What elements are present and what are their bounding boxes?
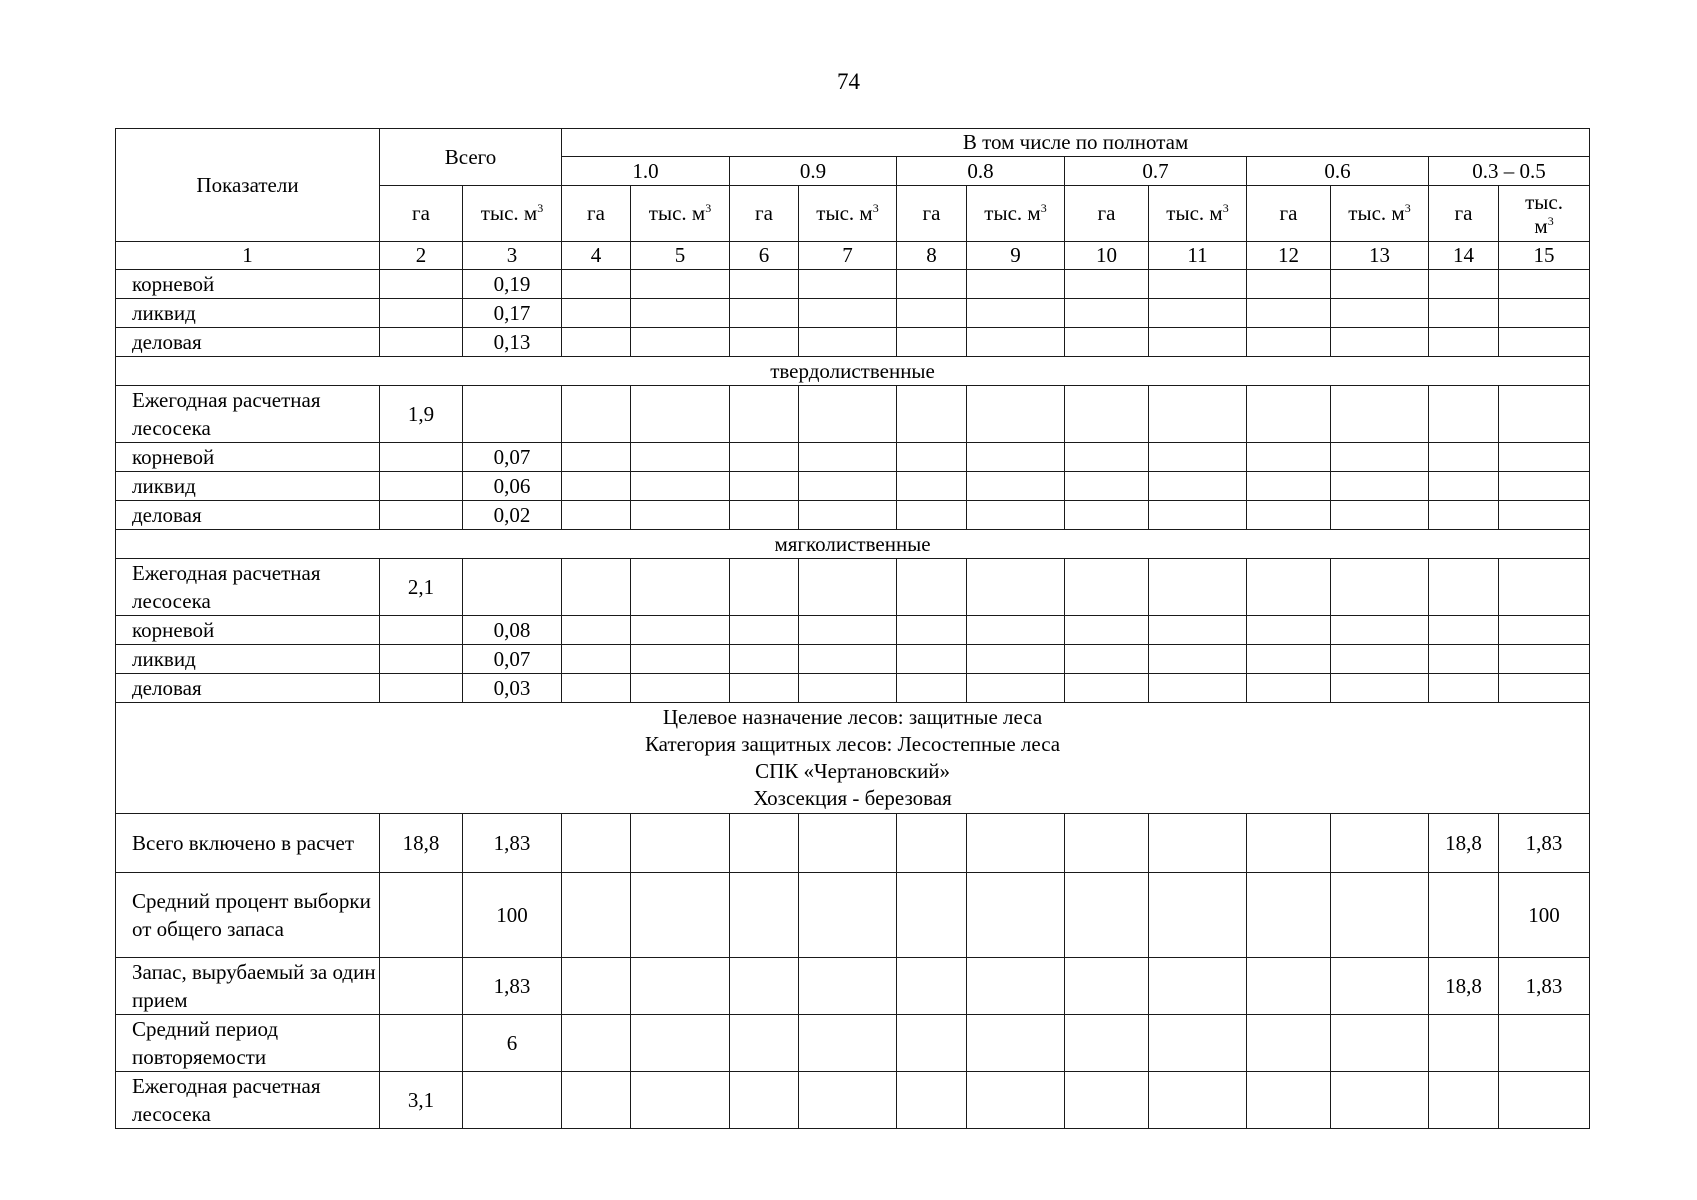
row-label: Ежегодная расчетная лесосека [116, 386, 380, 443]
row-label: корневой [116, 616, 380, 645]
row-label: Запас, вырубаемый за один прием [116, 958, 380, 1015]
allowable-cut-table [115, 128, 1590, 1129]
col-number: 15 [1499, 242, 1590, 270]
cell-d035-ha: 18,8 [1429, 814, 1499, 873]
row-label: Всего включено в расчет [116, 814, 380, 873]
row-label: корневой [116, 443, 380, 472]
table-row [116, 645, 1590, 674]
enterprise-line: СПК «Чертановский» [755, 759, 950, 783]
cell-total-m3: 6 [463, 1015, 562, 1072]
table-row [116, 616, 1590, 645]
cell-d035-m3: 1,83 [1499, 814, 1590, 873]
cell-total-ha [380, 299, 463, 328]
unit-thous-m3: тыс. $м^3$ [967, 186, 1065, 242]
column-numbers-row [116, 242, 1590, 270]
row-label: ликвид [116, 299, 380, 328]
unit-thous-m3: тыс. $м^3$ [1331, 186, 1429, 242]
unit-ha: га [1429, 186, 1499, 242]
row-label: деловая [116, 328, 380, 357]
table-row [116, 1015, 1590, 1072]
section-title-softwood: мягколиственные [116, 530, 1590, 559]
table-row [116, 873, 1590, 958]
row-label: Ежегодная расчетная лесосека [116, 1072, 380, 1129]
unit-thous-m3: тыс. $м^3$ [631, 186, 730, 242]
row-label: Средний процент выборки от общего запаса [116, 873, 380, 958]
cell-total-ha: 3,1 [380, 1072, 463, 1129]
unit-ha: га [897, 186, 967, 242]
table-row [116, 299, 1590, 328]
unit-thous-m3: тыс. $м^3$ [799, 186, 897, 242]
table-row [116, 328, 1590, 357]
unit-ha: га [562, 186, 631, 242]
table-row [116, 1072, 1590, 1129]
table-row [116, 386, 1590, 443]
section-row [116, 357, 1590, 386]
forest-purpose-block [116, 703, 1590, 814]
cell-total-ha: 2,1 [380, 559, 463, 616]
cell-total-m3: 100 [463, 873, 562, 958]
header-density-0-9: 0.9 [730, 157, 897, 186]
table-row [116, 443, 1590, 472]
col-number: 10 [1065, 242, 1149, 270]
forest-purpose-line: Целевое назначение лесов: защитные леса [662, 705, 1043, 729]
table-row [116, 814, 1590, 873]
unit-thous-m3: тыс. $м^3$ [1149, 186, 1247, 242]
cell-total-m3: 0,13 [463, 328, 562, 357]
col-number: 2 [380, 242, 463, 270]
section-title-hardwood: твердолиственные [116, 357, 1590, 386]
cell-total-m3: 1,83 [463, 958, 562, 1015]
unit-thous-m3: тыс. $м^3$ [463, 186, 562, 242]
row-label: деловая [116, 501, 380, 530]
col-number: 11 [1149, 242, 1247, 270]
unit-ha: га [380, 186, 463, 242]
header-density-0-8: 0.8 [897, 157, 1065, 186]
row-label: деловая [116, 674, 380, 703]
cell-total-ha [380, 958, 463, 1015]
col-number: 12 [1247, 242, 1331, 270]
section-info-row [116, 703, 1590, 814]
row-label: Ежегодная расчетная лесосека [116, 559, 380, 616]
cell-total-m3: 0,03 [463, 674, 562, 703]
header-incl-by-density: В том числе по полнотам [562, 129, 1590, 157]
table-row [116, 501, 1590, 530]
cell-total-m3 [463, 1072, 562, 1129]
cell-d035-m3: 1,83 [1499, 958, 1590, 1015]
col-number: 3 [463, 242, 562, 270]
table-row [116, 559, 1590, 616]
unit-ha: га [1065, 186, 1149, 242]
col-number: 4 [562, 242, 631, 270]
cell-total-m3: 0,02 [463, 501, 562, 530]
cell-total-ha [380, 873, 463, 958]
table-row [116, 270, 1590, 299]
cell-d035-ha [1429, 1015, 1499, 1072]
cell-total-m3: 0,08 [463, 616, 562, 645]
header-row-1 [116, 129, 1590, 157]
cell-total-m3: 0,07 [463, 645, 562, 674]
economic-section-line: Хозсекция - березовая [753, 786, 952, 810]
header-density-0-3-0-5: 0.3 – 0.5 [1429, 157, 1590, 186]
cell-d035-m3: 100 [1499, 873, 1590, 958]
col-number: 7 [799, 242, 897, 270]
cell-total-m3: 0,17 [463, 299, 562, 328]
col-number: 14 [1429, 242, 1499, 270]
table-row [116, 958, 1590, 1015]
table-row [116, 472, 1590, 501]
cell-total-m3: 0,19 [463, 270, 562, 299]
row-label: Средний период повторяемости [116, 1015, 380, 1072]
cell-d035-m3 [1499, 1015, 1590, 1072]
col-number: 1 [116, 242, 380, 270]
cell-total-m3: 0,06 [463, 472, 562, 501]
forest-category-line: Категория защитных лесов: Лесостепные леса [644, 732, 1061, 756]
row-label: ликвид [116, 472, 380, 501]
col-number: 9 [967, 242, 1065, 270]
cell-d035-m3 [1499, 1072, 1590, 1129]
col-number: 6 [730, 242, 799, 270]
section-row [116, 530, 1590, 559]
cell-total-m3: 0,07 [463, 443, 562, 472]
unit-ha: га [730, 186, 799, 242]
page-number: 74 [837, 69, 860, 94]
cell-d035-ha [1429, 873, 1499, 958]
cell-total-ha [380, 1015, 463, 1072]
cell-total-ha [380, 328, 463, 357]
header-density-0-6: 0.6 [1247, 157, 1429, 186]
cell-d035-ha [1429, 1072, 1499, 1129]
table-row [116, 674, 1590, 703]
header-indicators: Показатели [116, 129, 380, 242]
col-number: 13 [1331, 242, 1429, 270]
cell-total-m3: 1,83 [463, 814, 562, 873]
col-number: 8 [897, 242, 967, 270]
cell-total-ha [380, 270, 463, 299]
header-density-0-7: 0.7 [1065, 157, 1247, 186]
cell-total-ha: 1,9 [380, 386, 463, 443]
unit-ha: га [1247, 186, 1331, 242]
row-label: корневой [116, 270, 380, 299]
header-density-1-0: 1.0 [562, 157, 730, 186]
row-label: ликвид [116, 645, 380, 674]
cell-d035-ha: 18,8 [1429, 958, 1499, 1015]
col-number: 5 [631, 242, 730, 270]
unit-thous-m3-stacked: тыс. $м^3$ [1499, 186, 1590, 242]
cell-total-ha: 18,8 [380, 814, 463, 873]
header-total: Всего [380, 129, 562, 186]
